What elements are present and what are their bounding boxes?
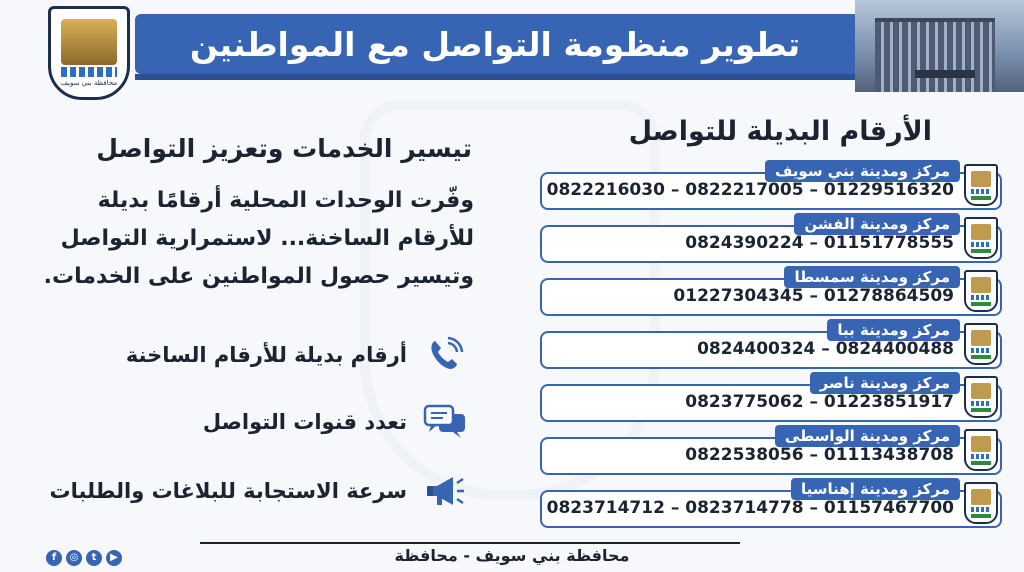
feature-alt-numbers — [126, 330, 469, 380]
seal-base — [971, 302, 991, 306]
building-tower — [875, 18, 995, 92]
feature-label: سرعة الاستجابة للبلاغات والطلبات — [49, 479, 407, 503]
center-phones: 01227304345 – 01278864509 — [673, 286, 954, 306]
footer-text: محافظة بني سويف - محافظة — [394, 546, 630, 565]
services-paragraph: وفّرت الوحدات المحلية أرقامًا بديلة للأرقام الساخنة... لاستمرارية التواصل وتيسير حصول المواطنين على الخدمات. — [43, 188, 474, 289]
alternatives-title: الأرقام البديلة للتواصل — [628, 116, 932, 147]
center-name: مركز ومدينة ناصر — [810, 372, 960, 394]
logo-text: محافظة بني سويف — [60, 79, 118, 87]
logo-emblem — [61, 19, 117, 65]
seal-wave — [971, 242, 991, 247]
seal-base — [971, 355, 991, 359]
center-name: مركز ومدينة الواسطى — [775, 425, 960, 447]
seal-wave — [971, 401, 991, 406]
seal-base — [971, 408, 991, 412]
center-seal-icon — [964, 270, 998, 312]
seal-base — [971, 461, 991, 465]
center-card — [540, 478, 1002, 530]
center-card — [540, 425, 1002, 477]
center-name: مركز ومدينة ببا — [827, 319, 960, 341]
center-phones: 0823714712 – 0823714778 – 01157467700 — [546, 498, 954, 518]
center-name: مركز ومدينة إهناسيا — [791, 478, 960, 500]
page-title: تطوير منظومة التواصل مع المواطنين — [189, 24, 801, 64]
center-phones: 0822216030 – 0822217005 – 01229516320 — [546, 180, 954, 200]
twitter-icon[interactable]: t — [86, 550, 102, 566]
center-seal-icon — [964, 429, 998, 471]
seal-wave — [971, 295, 991, 300]
chat-icon — [421, 398, 469, 446]
center-name: مركز ومدينة بني سويف — [765, 160, 960, 182]
center-seal-icon — [964, 323, 998, 365]
seal-top — [971, 330, 991, 346]
center-phones: 0824400324 – 0824400488 — [697, 339, 954, 359]
seal-wave — [971, 507, 991, 512]
governorate-logo — [48, 6, 130, 100]
social-icons — [46, 550, 122, 566]
seal-top — [971, 277, 991, 293]
header-stripe — [135, 74, 855, 80]
phone-icon — [421, 331, 469, 379]
seal-wave — [971, 454, 991, 459]
feature-label: أرقام بديلة للأرقام الساخنة — [125, 343, 407, 367]
center-phones: 0823775062 – 01223851917 — [685, 392, 954, 412]
center-card — [540, 213, 1002, 265]
youtube-icon[interactable]: ▶ — [106, 550, 122, 566]
center-phones: 0824390224 – 01151778555 — [685, 233, 954, 253]
center-seal-icon — [964, 376, 998, 418]
feature-response — [50, 466, 469, 516]
center-card — [540, 372, 1002, 424]
facebook-icon[interactable]: f — [46, 550, 62, 566]
center-name: مركز ومدينة الفشن — [794, 213, 960, 235]
center-card — [540, 160, 1002, 212]
feature-label: تعدد قنوات التواصل — [202, 410, 407, 434]
seal-top — [971, 436, 991, 452]
seal-base — [971, 196, 991, 200]
megaphone-icon — [421, 467, 469, 515]
center-seal-icon — [964, 482, 998, 524]
logo-waves — [61, 67, 117, 77]
center-card — [540, 266, 1002, 318]
center-seal-icon — [964, 217, 998, 259]
seal-top — [971, 171, 991, 187]
seal-wave — [971, 348, 991, 353]
seal-top — [971, 383, 991, 399]
center-card — [540, 319, 1002, 371]
feature-channels — [203, 397, 469, 447]
seal-base — [971, 514, 991, 518]
footer-divider — [200, 542, 740, 544]
seal-top — [971, 224, 991, 240]
building-image — [855, 0, 1024, 92]
seal-wave — [971, 189, 991, 194]
instagram-icon[interactable]: ◎ — [66, 550, 82, 566]
services-title: تيسير الخدمات وتعزيز التواصل — [96, 134, 472, 163]
center-phones: 0822538056 – 01113438708 — [685, 445, 954, 465]
seal-base — [971, 249, 991, 253]
center-name: مركز ومدينة سمسطا — [784, 266, 960, 288]
header-banner — [135, 14, 855, 74]
center-seal-icon — [964, 164, 998, 206]
building-sign — [915, 70, 975, 78]
seal-top — [971, 489, 991, 505]
